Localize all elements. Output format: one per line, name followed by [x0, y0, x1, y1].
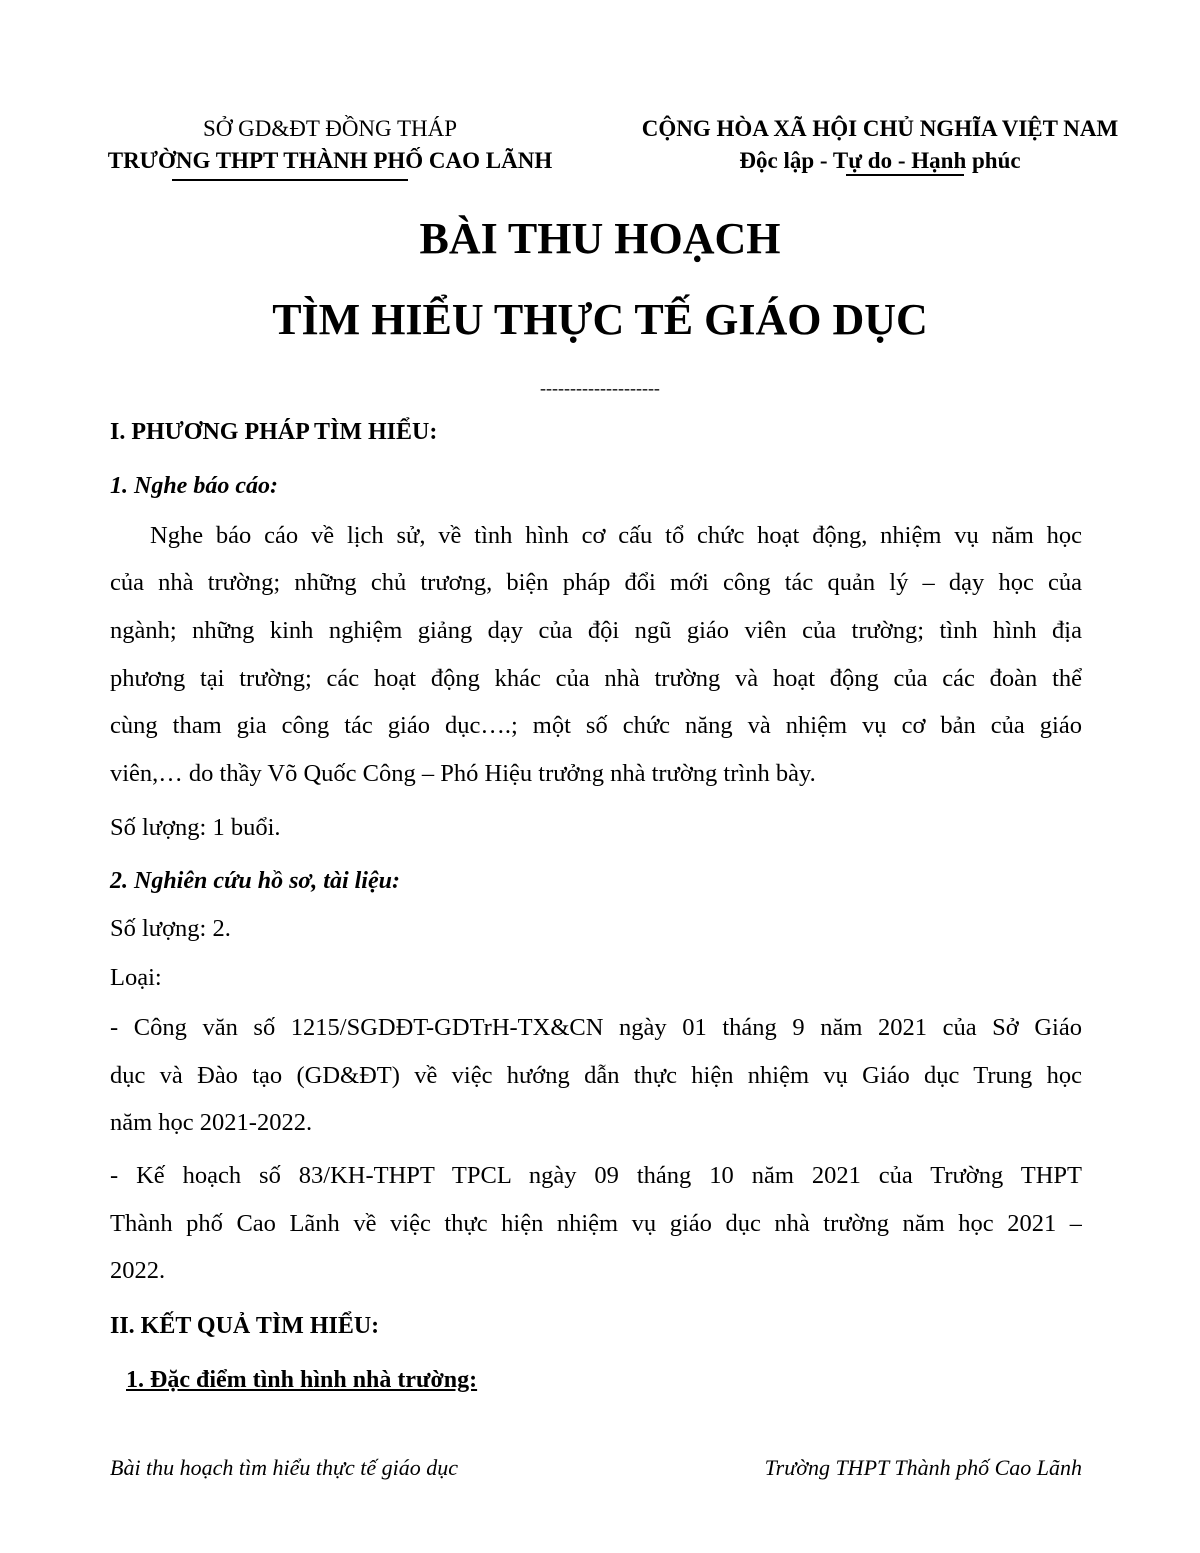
document-title: BÀI THU HOẠCH: [419, 214, 781, 263]
sub-2-quantity: Số lượng: 2.: [110, 915, 231, 942]
header-left: [60, 113, 600, 177]
header-right: [590, 113, 1170, 177]
school-name: TRƯỜNG THPT THÀNH PHỐ CAO LÃNH: [107, 148, 553, 173]
section-2-heading: II. KẾT QUẢ TÌM HIỂU:: [110, 1313, 380, 1339]
paragraph-line: ngành; những kinh nghiệm giảng dạy của đội ngũ giáo viên của trường; tình hình địa: [110, 617, 1082, 644]
footer-right: Trường THPT Thành phố Cao Lãnh: [764, 1455, 1082, 1480]
paragraph-line: cùng tham gia công tác giáo dục….; một số chức năng và nhiệm vụ cơ bản của giáo: [110, 712, 1082, 739]
header-left-underline: [172, 179, 408, 181]
footer-left: Bài thu hoạch tìm hiểu thực tế giáo dục: [110, 1455, 459, 1480]
title-separator: --------------------: [540, 378, 660, 398]
header-right-underline: [846, 174, 964, 176]
section-2-sub-1-heading: 1. Đặc điểm tình hình nhà trường:: [126, 1367, 478, 1393]
document-item-line: - Kế hoạch số 83/KH-THPT TPCL ngày 09 tháng 10 năm 2021 của Trường THPT: [110, 1162, 1082, 1189]
sub-1-quantity: Số lượng: 1 buổi.: [110, 814, 281, 841]
paragraph-line: phương tại trường; các hoạt động khác của nhà trường và hoạt động của các đoàn thể: [110, 665, 1082, 692]
section-1-sub-2-heading: 2. Nghiên cứu hồ sơ, tài liệu:: [110, 868, 400, 894]
document-item-line: Thành phố Cao Lãnh về việc thực hiện nhiệm vụ giáo dục nhà trường năm học 2021 –: [110, 1210, 1082, 1237]
document-item-line: dục và Đào tạo (GD&ĐT) về việc hướng dẫn thực hiện nhiệm vụ Giáo dục Trung học: [110, 1062, 1082, 1089]
paragraph-line: viên,… do thầy Võ Quốc Công – Phó Hiệu trưởng nhà trường trình bày.: [110, 760, 816, 787]
document-item-line: - Công văn số 1215/SGDĐT-GDTrH-TX&CN ngày 01 tháng 9 năm 2021 của Sở Giáo: [110, 1014, 1082, 1041]
department-name: SỞ GD&ĐT ĐỒNG THÁP: [202, 116, 458, 141]
document-item-line: năm học 2021-2022.: [110, 1109, 313, 1136]
section-1-heading: I. PHƯƠNG PHÁP TÌM HIỂU:: [110, 419, 438, 445]
document-subtitle: TÌM HIỂU THỰC TẾ GIÁO DỤC: [272, 295, 928, 344]
document-item-line: 2022.: [110, 1257, 166, 1284]
section-1-sub-1-heading: 1. Nghe báo cáo:: [110, 473, 278, 499]
national-motto: Độc lập - Tự do - Hạnh phúc: [739, 148, 1021, 173]
country-name: CỘNG HÒA XÃ HỘI CHỦ NGHĨA VIỆT NAM: [641, 116, 1119, 141]
paragraph-line: của nhà trường; những chủ trương, biện pháp đổi mới công tác quản lý – dạy học của: [110, 569, 1082, 596]
paragraph-line: Nghe báo cáo về lịch sử, về tình hình cơ cấu tổ chức hoạt động, nhiệm vụ năm học: [150, 522, 1082, 549]
sub-2-type-label: Loại:: [110, 964, 162, 991]
